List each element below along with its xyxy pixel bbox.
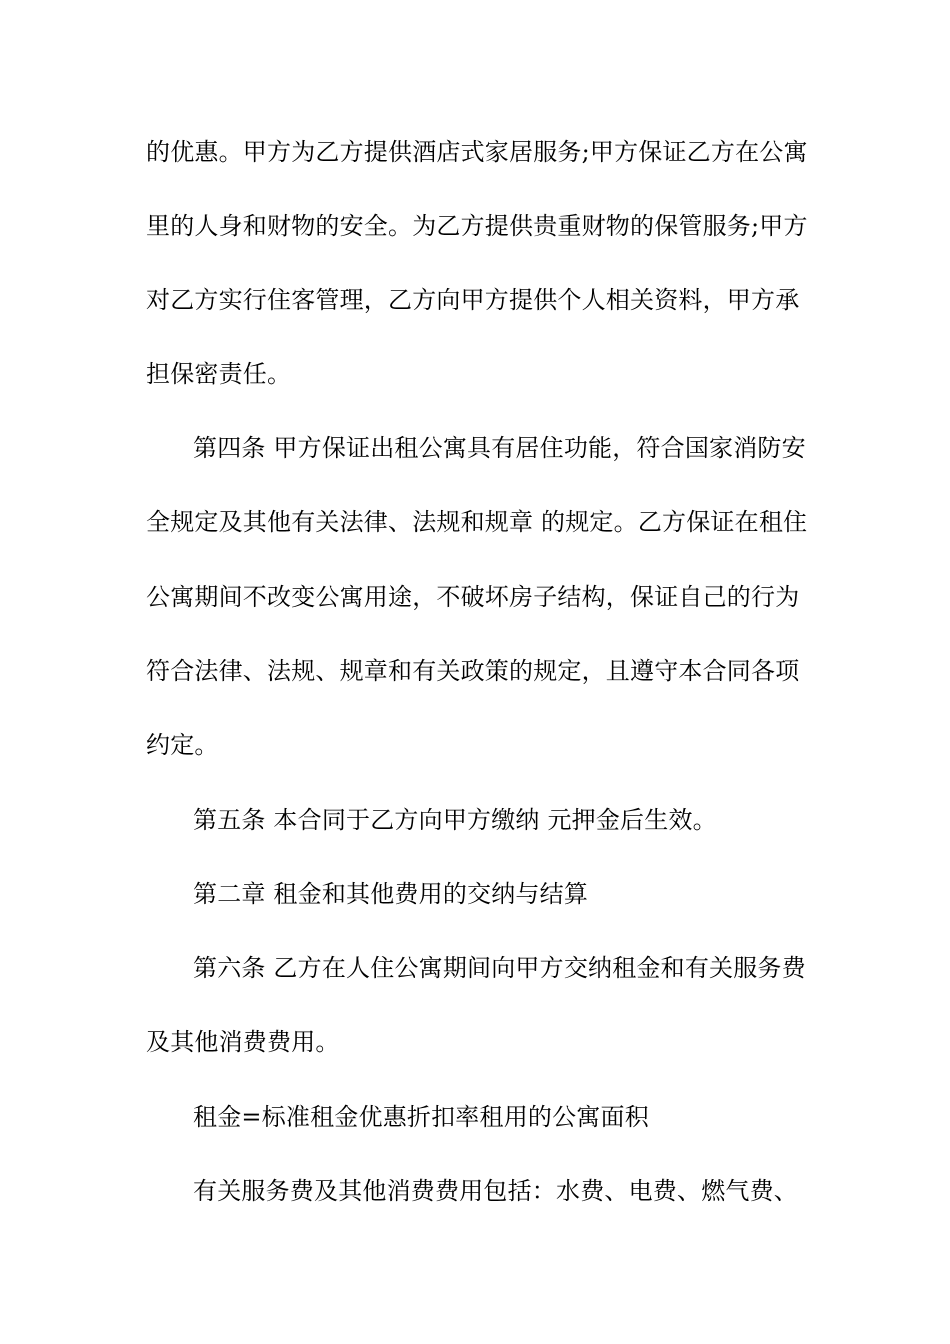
body-text-line: 及其他消费费用。: [146, 1028, 340, 1056]
article-6-heading-line: 第六条 乙方在人住公寓期间向甲方交纳租金和有关服务费: [193, 954, 806, 982]
body-text-line: 符合法律、法规、规章和有关政策的规定，且遵守本合同各项: [146, 657, 800, 685]
body-text-line: 的优惠。甲方为乙方提供酒店式家居服务;甲方保证乙方在公寓: [146, 138, 808, 166]
body-text-line: 全规定及其他有关法律、法规和规章 的规定。乙方保证在租住: [146, 508, 808, 536]
body-text-line: 对乙方实行住客管理，乙方向甲方提供个人相关资料，甲方承: [146, 286, 800, 314]
body-text-line: 公寓期间不改变公寓用途，不破坏房子结构，保证自己的行为: [146, 583, 800, 611]
body-text-line: 里的人身和财物的安全。为乙方提供贵重财物的保管服务;甲方: [146, 212, 808, 240]
body-text-line: 担保密责任。: [146, 360, 292, 388]
article-4-heading-line: 第四条 甲方保证出租公寓具有居住功能，符合国家消防安: [193, 434, 806, 462]
body-text-line: 约定。: [146, 731, 219, 759]
rent-formula-line: 租金=标准租金优惠折扣率租用的公寓面积: [193, 1103, 649, 1131]
chapter-2-heading: 第二章 租金和其他费用的交纳与结算: [193, 880, 589, 908]
article-5-line: 第五条 本合同于乙方向甲方缴纳 元押金后生效。: [193, 806, 717, 834]
service-fees-line: 有关服务费及其他消费费用包括：水费、电费、燃气费、: [193, 1177, 798, 1205]
